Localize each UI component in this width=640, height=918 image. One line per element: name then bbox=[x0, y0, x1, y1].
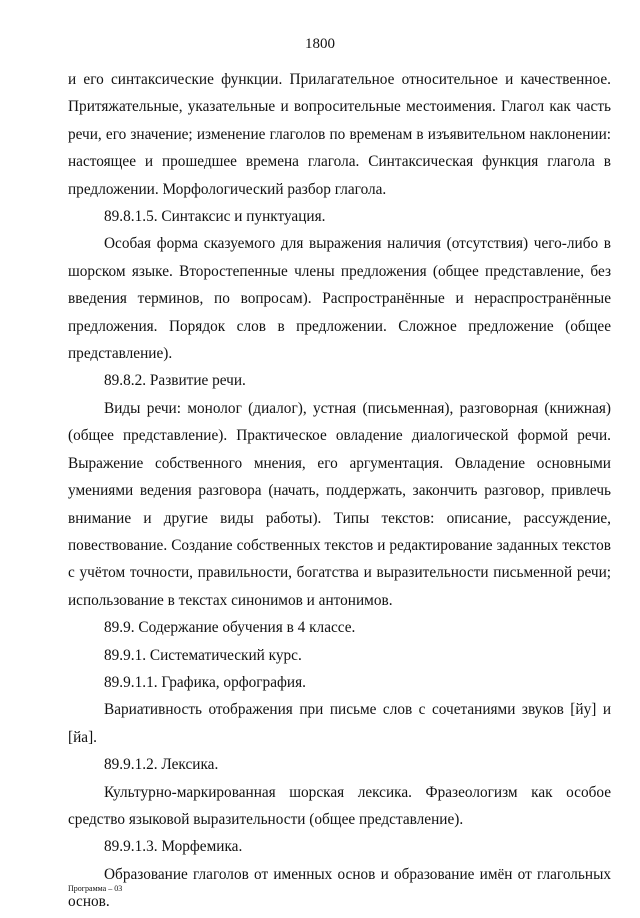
paragraph: Образование глаголов от именных основ и образование имён от глагольных основ. bbox=[68, 865, 611, 911]
paragraph: Виды речи: монолог (диалог), устная (письменная), разговорная (книжная) (общее представление). Практическое овладение диалогической формой речи. Выражение собственного мнения, его аргументация. Овладение основными умениями ведения разговора (начать, поддержать, закончить разговор, привлечь внимание и другие виды работы). Типы текстов: описание, рассуждение, повествование. Создание собственных текстов и редактирование заданных текстов с учётом точности, правильности, богатства и выразительности письменной речи; использование в текстах синонимов и антонимов. bbox=[68, 399, 611, 609]
paragraph: Особая форма сказуемого для выражения наличия (отсутствия) чего-либо в шорском языке. Второстепенные члены предложения (общее представление, без введения терминов, по вопросам). Распространённые и нераспространённые предложения. Порядок слов в предложении. Сложное предложение (общее представление). bbox=[68, 235, 611, 363]
page-number: 1800 bbox=[305, 36, 335, 52]
section-heading: 89.9.1.3. Морфемика. bbox=[104, 838, 243, 856]
paragraph: и его синтаксические функции. Прилагательное относительное и качественное. Притяжательные, указательные и вопросительные местоимения. Глагол как часть речи, его значение; изменение глаголов по временам в изъявительном наклонении: настоящее и прошедшее времена глагола. Синтаксическая функция глагола в предложении. Морфологический разбор глагола. bbox=[68, 71, 611, 198]
section-heading: 89.9. Содержание обучения в 4 классе. bbox=[104, 619, 356, 637]
page-footer: Программа – 03 bbox=[68, 884, 123, 893]
paragraph: Вариативность отображения при письме слов с сочетаниями звуков [йу] и [йа]. bbox=[68, 701, 611, 746]
section-heading: 89.9.1. Систематический курс. bbox=[104, 646, 302, 664]
paragraph: Культурно-маркированная шорская лексика. Фразеологизм как особое средство языковой выразительности (общее представление). bbox=[68, 783, 611, 828]
section-heading: 89.9.1.2. Лексика. bbox=[104, 756, 219, 774]
section-heading: 89.8.1.5. Синтаксис и пунктуация. bbox=[104, 208, 326, 226]
section-heading: 89.8.2. Развитие речи. bbox=[104, 372, 246, 390]
section-heading: 89.9.1.1. Графика, орфография. bbox=[104, 673, 306, 691]
document-body bbox=[68, 66, 611, 916]
